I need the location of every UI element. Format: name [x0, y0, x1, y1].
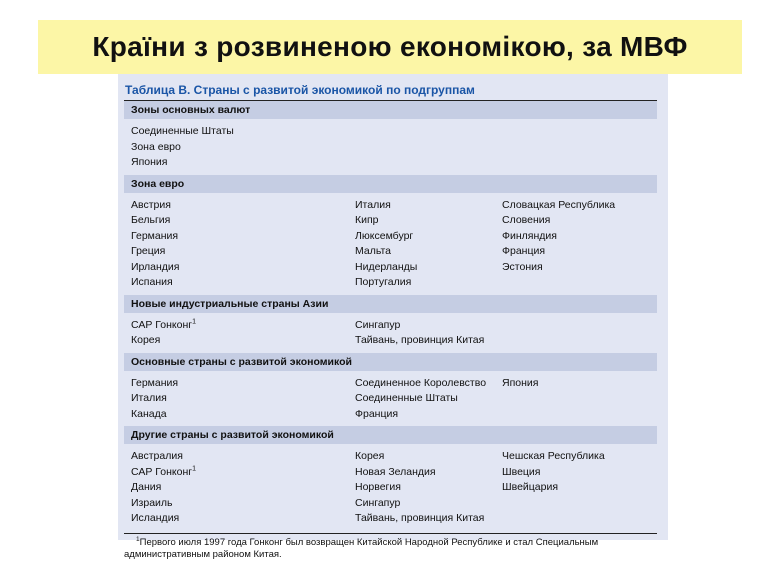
- country-cell: [131, 391, 355, 407]
- country-cell: [355, 244, 502, 260]
- country-cell: [502, 244, 652, 260]
- country-name: Ирландия: [131, 260, 180, 273]
- country-cell: [131, 480, 355, 496]
- country-cell: [355, 449, 502, 465]
- country-cell: [502, 480, 652, 496]
- country-cell: [131, 318, 355, 334]
- footnote-marker: 1: [136, 535, 140, 543]
- group-body: [124, 444, 657, 531]
- country-cell: [502, 213, 652, 229]
- country-cell: [131, 511, 355, 527]
- footnote-ref: 1: [192, 318, 196, 325]
- group-heading: Зона евро: [124, 175, 657, 193]
- country-name: Мальта: [355, 245, 392, 257]
- group-column: [502, 376, 652, 423]
- country-cell: [355, 391, 502, 407]
- group-column: [502, 124, 652, 171]
- country-name: Зона евро: [131, 140, 181, 153]
- footnote-line-1: [124, 537, 657, 549]
- group-column: [502, 449, 652, 527]
- country-cell: [502, 376, 652, 392]
- group-heading: Основные страны с развитой экономикой: [124, 353, 657, 371]
- country-cell: [355, 275, 502, 291]
- country-name: Испания: [131, 276, 173, 288]
- country-name: Исландия: [131, 512, 180, 524]
- country-name: Эстония: [502, 260, 543, 273]
- country-cell: [355, 376, 502, 392]
- country-cell: [131, 333, 355, 349]
- country-name: Израиль: [131, 496, 173, 509]
- country-name: Канада: [131, 407, 167, 420]
- country-cell: [355, 496, 502, 512]
- country-name: Люксембург: [355, 229, 414, 242]
- country-name: САР Гонконг: [131, 318, 193, 331]
- country-cell: [355, 511, 502, 527]
- table-caption: Таблица B. Страны с развитой экономикой по подгруппам: [124, 80, 657, 101]
- group-column: [131, 376, 355, 423]
- country-name: Новая Зеландия: [355, 465, 436, 478]
- country-cell: [502, 449, 652, 465]
- country-cell: [502, 229, 652, 245]
- country-name: Австралия: [131, 450, 183, 462]
- table-content: [124, 80, 657, 561]
- country-cell: [355, 465, 502, 481]
- country-name: Швейцария: [502, 481, 559, 493]
- group-column: [355, 318, 502, 349]
- country-cell: [131, 376, 355, 392]
- country-name: Германия: [131, 229, 179, 242]
- country-cell: [131, 244, 355, 260]
- group-column: [502, 318, 652, 349]
- country-cell: [355, 333, 502, 349]
- country-cell: [131, 449, 355, 465]
- country-cell: [131, 198, 355, 214]
- group-heading: Другие страны с развитой экономикой: [124, 426, 657, 444]
- country-name: Словацкая Республика: [502, 198, 616, 211]
- country-name: Швеция: [502, 465, 541, 478]
- country-cell: [131, 140, 355, 156]
- country-name: Сингапур: [355, 496, 401, 509]
- country-name: Тайвань, провинция Китая: [355, 334, 485, 346]
- group-column: [131, 449, 355, 527]
- country-name: Словения: [502, 214, 551, 226]
- country-name: Италия: [355, 198, 391, 211]
- country-name: Чешская Республика: [502, 450, 605, 462]
- country-cell: [355, 260, 502, 276]
- country-cell: [131, 407, 355, 423]
- group-column: [355, 124, 502, 171]
- country-name: Сингапур: [355, 318, 401, 331]
- country-name: Япония: [502, 376, 539, 389]
- table-panel: [118, 74, 668, 560]
- country-name: Тайвань, провинция Китая: [355, 512, 485, 524]
- group-body: [124, 313, 657, 353]
- country-name: Франция: [502, 245, 546, 257]
- country-cell: [502, 260, 652, 276]
- group-column: [355, 198, 502, 291]
- country-name: Италия: [131, 392, 167, 404]
- country-cell: [355, 198, 502, 214]
- country-cell: [131, 229, 355, 245]
- group-column: [355, 376, 502, 423]
- group-body: [124, 119, 657, 175]
- country-cell: [131, 260, 355, 276]
- group-heading: Зоны основных валют: [124, 101, 657, 119]
- slide-title-banner: [38, 20, 742, 74]
- country-name: Корея: [355, 450, 385, 462]
- country-name: Соединенные Штаты: [355, 392, 458, 404]
- group-body: [124, 193, 657, 295]
- group-column: [502, 198, 652, 291]
- country-name: Норвегия: [355, 481, 401, 493]
- slide-title: Країни з розвиненою економікою, за МВФ: [92, 31, 688, 62]
- country-cell: [355, 318, 502, 334]
- country-name: Германия: [131, 376, 179, 389]
- country-cell: [131, 124, 355, 140]
- group-column: [131, 198, 355, 291]
- group-column: [355, 449, 502, 527]
- country-name: Соединенное Королевство: [355, 376, 487, 389]
- table-footnote: [124, 533, 657, 561]
- country-cell: [355, 229, 502, 245]
- country-cell: [131, 465, 355, 481]
- group-heading: Новые индустриальные страны Азии: [124, 295, 657, 313]
- country-cell: [355, 480, 502, 496]
- group-body: [124, 371, 657, 427]
- country-name: Дания: [131, 481, 162, 493]
- country-cell: [502, 198, 652, 214]
- country-name: Португалия: [355, 276, 412, 288]
- country-cell: [355, 213, 502, 229]
- country-name: Нидерланды: [355, 260, 418, 273]
- country-name: Бельгия: [131, 214, 171, 226]
- country-name: Австрия: [131, 198, 171, 211]
- country-name: Греция: [131, 245, 166, 257]
- footnote-text-1: Первого июля 1997 года Гонконг был возвращен Китайской Народной Республике и стал Специальным: [139, 536, 599, 548]
- country-name: Корея: [131, 334, 161, 346]
- country-name: Финляндия: [502, 229, 557, 242]
- country-name: Япония: [131, 156, 168, 168]
- country-name: Кипр: [355, 214, 379, 226]
- group-column: [131, 318, 355, 349]
- country-cell: [131, 496, 355, 512]
- footnote-ref: 1: [192, 465, 196, 472]
- table-groups: [124, 101, 657, 531]
- country-cell: [502, 465, 652, 481]
- country-name: Франция: [355, 407, 399, 420]
- footnote-line-2: административным районом Китая.: [124, 548, 282, 560]
- country-cell: [131, 275, 355, 291]
- country-name: САР Гонконг: [131, 465, 193, 478]
- group-column: [131, 124, 355, 171]
- country-cell: [131, 213, 355, 229]
- country-cell: [131, 155, 355, 171]
- country-name: Соединенные Штаты: [131, 125, 234, 137]
- country-cell: [355, 407, 502, 423]
